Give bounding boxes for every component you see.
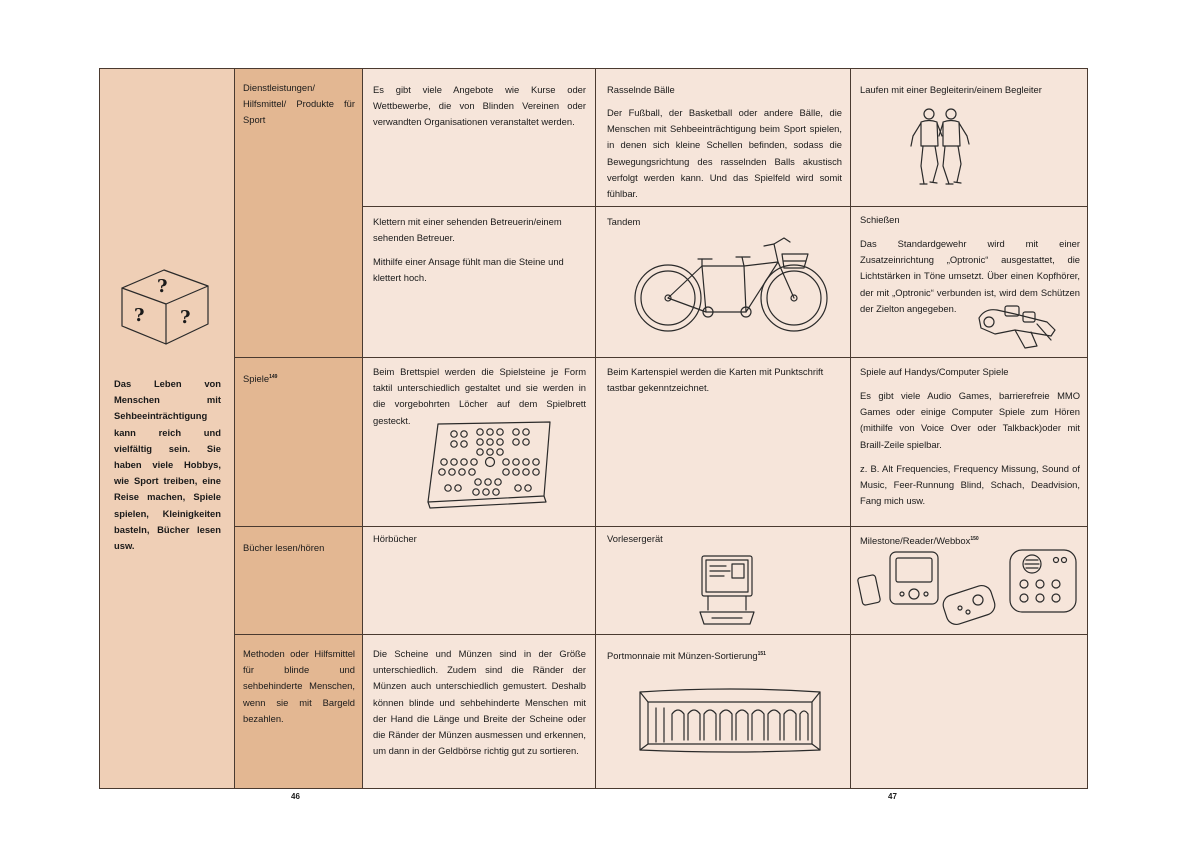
- reading-machine-icon: [696, 552, 758, 630]
- coin-sorting-wallet-icon: [636, 684, 824, 756]
- audio-devices-icon: [856, 546, 1082, 630]
- shooting-title: Schießen: [860, 214, 900, 225]
- mobile-games-title: Spiele auf Handys/Computer Spiele: [860, 366, 1009, 377]
- category-sport: Dienstleistungen/ Hilfsmittel/ Produkte für Sport: [243, 82, 355, 126]
- milestone-title-label: Milestone/Reader/Webbox: [860, 535, 971, 546]
- rattle-balls-text: Der Fußball, der Basketball oder andere Bälle, die Menschen mit Sehbeeinträchtigung beim Sport spielen, in denen sich kleine Schellen befinden, sodass die Bewegungsrichtung des rasselnden Balls akustisch verfolgt werden kann. Und das Spielfeld wird somit fühlbar.: [607, 107, 842, 200]
- tandem-bicycle-icon: [632, 232, 832, 336]
- tandem-title: Tandem: [607, 216, 641, 227]
- svg-text:?: ?: [134, 305, 145, 326]
- optronic-rifle-icon: [975, 300, 1061, 352]
- runners-icon: [905, 106, 975, 188]
- footnote-149: 149: [269, 374, 278, 380]
- climbing-text-1: Klettern mit einer sehenden Betreuerin/einem sehenden Betreuer.: [373, 216, 562, 244]
- wallet-title: [607, 646, 842, 664]
- cash-methods-text: Die Scheine und Münzen sind in der Größe unterschiedlich. Zudem sind die Ränder der Münzen auch unterschiedlich gemustert. Deshalb können blinde und sehbehinderte Menschen mit der Hand die Länge und Breite der Scheine oder die Ränder der Münzen ausmessen und erkennen, um dann in der Geldbörse richtig gut zu sortieren.: [373, 648, 586, 757]
- category-books: Bücher lesen/hören: [243, 542, 325, 553]
- sidebar-intro: Das Leben von Menschen mit Sehbeeinträchtigung kann reich und vielfältig sein. Sie haben viele Hobbys, wie Sport treiben, eine Reise machen, Spiele spielen, Kleinigkeiten basteln, Bücher lesen usw.: [114, 378, 221, 552]
- reading-machine-title: Vorlesergerät: [607, 533, 663, 544]
- climbing-text-2: Mithilfe einer Ansage fühlt man die Steine und klettert hoch.: [373, 256, 564, 284]
- question-dice-icon: [112, 266, 212, 348]
- running-title: Laufen mit einer Begleiterin/einem Begleiter: [860, 84, 1042, 95]
- card-game-text: Beim Kartenspiel werden die Karten mit Punktschrift tastbar gekenntzeichnet.: [607, 366, 824, 394]
- category-games-label: Spiele: [243, 373, 270, 384]
- category-games: [243, 369, 355, 387]
- cell-r4-c2: [851, 635, 1088, 789]
- sport-offers-text: Es gibt viele Angebote wie Kurse oder Wettbewerbe, die von Blinden Vereinen oder verwandten Organisationen veranstaltet werden.: [373, 84, 586, 128]
- board-game-text: Beim Brettspiel werden die Spielsteine je Form taktil unterschiedlich gestaltet und sie werden in die vorgebohrten Löcher auf dem Spielbrett gesteckt.: [373, 366, 586, 426]
- category-cash: Methoden oder Hilfsmittel für blinde und sehbehinderte Menschen, wenn sie mit Bargeld bezahlen.: [243, 648, 355, 724]
- footnote-151: 151: [757, 651, 766, 657]
- rattle-balls-title: Rasselnde Bälle: [607, 84, 675, 95]
- page-number-right: 47: [888, 792, 897, 801]
- shooting-text: Das Standardgewehr wird mit einer Zusatzeinrichtung „Optronic“ ausgestattet, die Lichtstärken in Töne umsetzt. Über einen Kopfhörer, der mit „Optronic“ verbunden ist, wird dem Schützen der Zielton angegeben.: [860, 238, 1080, 314]
- svg-text:?: ?: [180, 307, 191, 328]
- audiobooks-title: Hörbücher: [373, 533, 417, 544]
- page-number-left: 46: [291, 792, 300, 801]
- mobile-games-text-1: Es gibt viele Audio Games, barrierefreie MMO Games oder einige Computer Spiele zum Hören (mithilfe von Voice Over oder Talkback)oder mit Braill-Zeile spielbar.: [860, 390, 1080, 450]
- wallet-title-label: Portmonnaie mit Münzen-Sortierung: [607, 650, 758, 661]
- svg-text:?: ?: [157, 276, 168, 297]
- tactile-board-game-icon: [424, 418, 556, 512]
- mobile-games-text-2: z. B. Alt Frequencies, Frequency Missung, Sound of Music, Feer-Runnung Blind, Schach, Deadvision, Fang mich usw.: [860, 463, 1080, 507]
- footnote-150: 150: [970, 536, 979, 542]
